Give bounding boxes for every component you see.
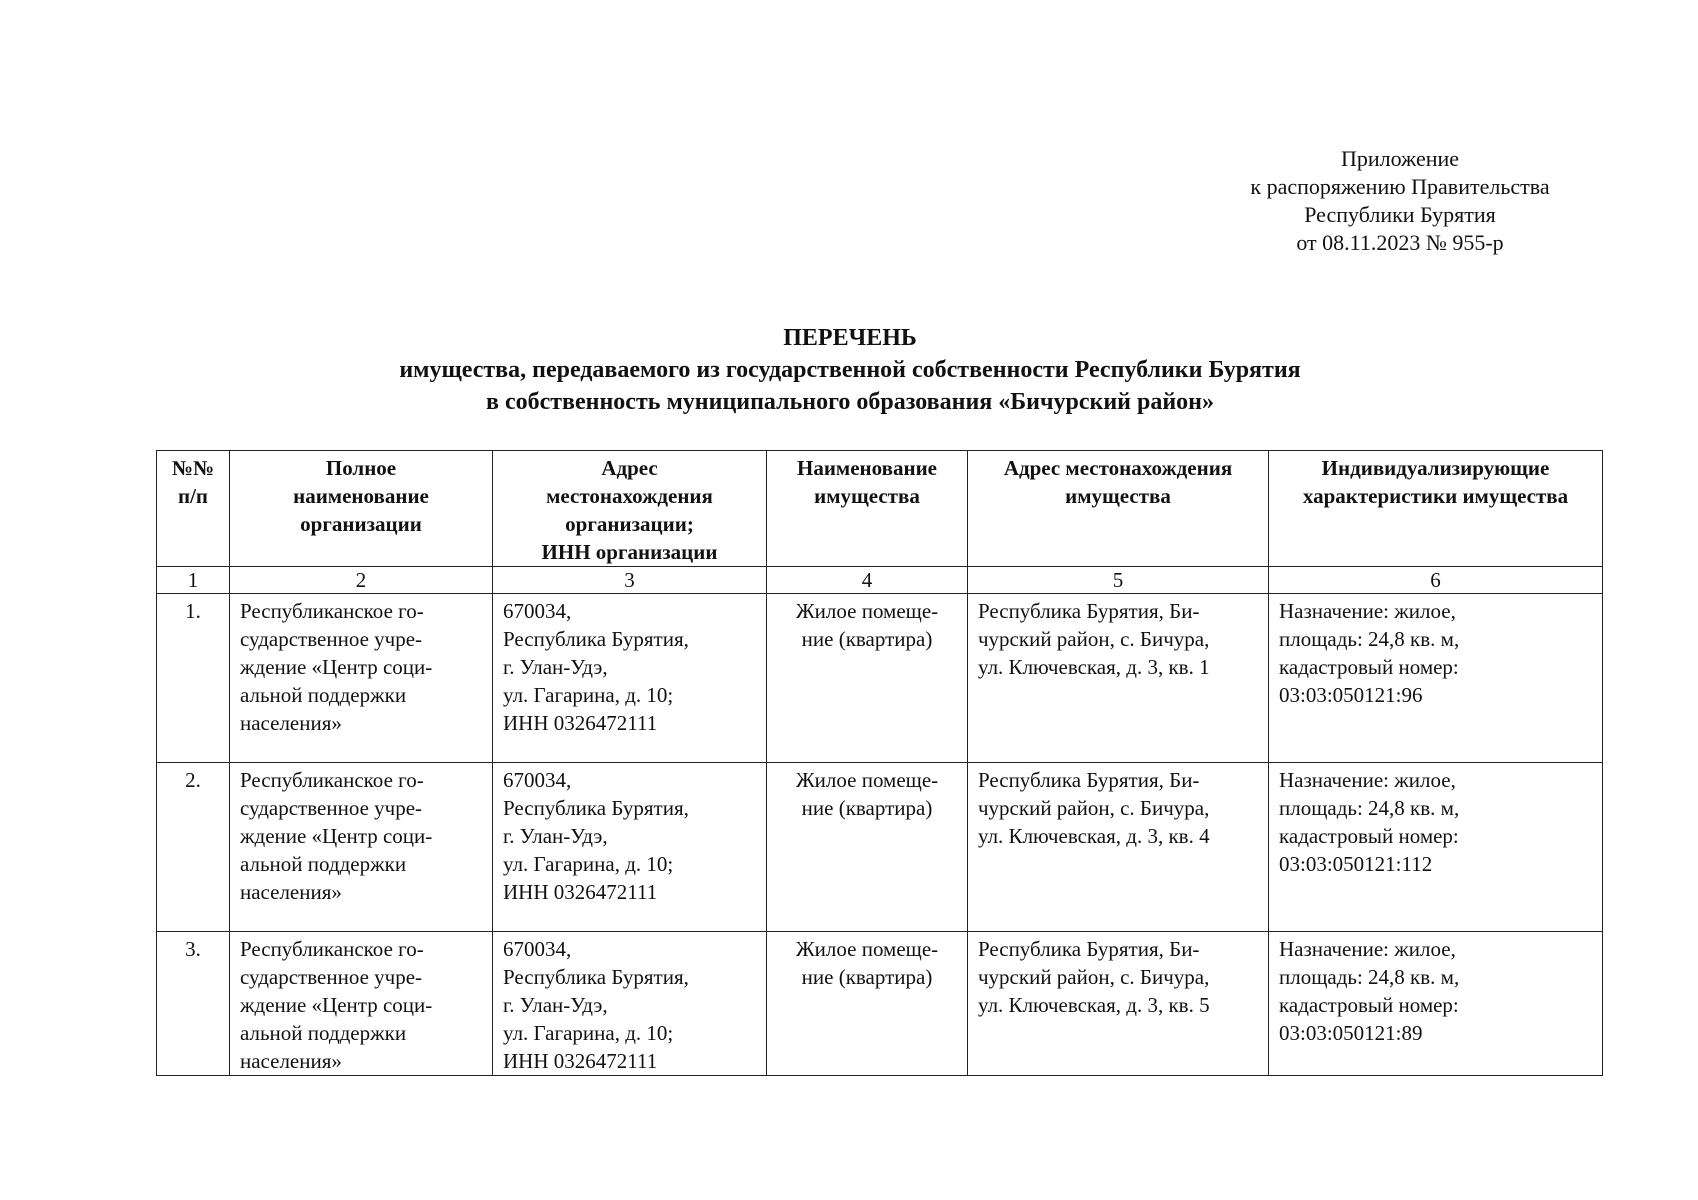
column-number: 2 [230, 567, 493, 594]
table-header-row [157, 451, 1603, 567]
organization-cell: Республиканское го- сударственное учре- ждение «Центр соци- альной поддержки населения» [230, 763, 493, 932]
property-address-cell: Республика Бурятия, Би- чурский район, с. Бичура, ул. Ключевская, д. 3, кв. 5 [968, 932, 1269, 1076]
characteristics-cell: Назначение: жилое, площадь: 24,8 кв. м, кадастровый номер: 03:03:050121:96 [1269, 594, 1603, 763]
column-number-row [157, 567, 1603, 594]
org-address-cell: 670034, Республика Бурятия, г. Улан-Удэ, ул. Гагарина, д. 10; ИНН 0326472111 [493, 763, 767, 932]
row-number: 3. [157, 932, 230, 1076]
header-cell-characteristics: Индивидуализирующие характеристики имущества [1269, 451, 1603, 567]
annex-line: Приложение [1340, 146, 1460, 171]
document-title [100, 322, 1600, 418]
annex-line: от 08.11.2023 № 955-р [1296, 230, 1504, 255]
property-cell: Жилое помеще- ние (квартира) [767, 594, 968, 763]
column-number: 5 [968, 567, 1269, 594]
table-row [157, 594, 1603, 763]
header-cell-organization: Полное наименование организации [230, 451, 493, 567]
column-number: 4 [767, 567, 968, 594]
title-line-2: в собственность муниципального образования «Бичурский район» [485, 389, 1214, 415]
column-number: 1 [157, 567, 230, 594]
header-cell-org-address: Адрес местонахождения организации; ИНН организации [493, 451, 767, 567]
organization-cell: Республиканское го- сударственное учре- ждение «Центр соци- альной поддержки населения» [230, 594, 493, 763]
table-row [157, 932, 1603, 1076]
property-address-cell: Республика Бурятия, Би- чурский район, с. Бичура, ул. Ключевская, д. 3, кв. 4 [968, 763, 1269, 932]
property-cell: Жилое помеще- ние (квартира) [767, 932, 968, 1076]
annex-block [1220, 145, 1580, 257]
property-cell: Жилое помеще- ние (квартира) [767, 763, 968, 932]
annex-line: к распоряжению Правительства [1250, 174, 1550, 199]
characteristics-cell: Назначение: жилое, площадь: 24,8 кв. м, кадастровый номер: 03:03:050121:112 [1269, 763, 1603, 932]
property-table [156, 450, 1603, 1076]
row-number: 2. [157, 763, 230, 932]
annex-line: Республики Бурятия [1304, 202, 1496, 227]
table-row [157, 763, 1603, 932]
org-address-cell: 670034, Республика Бурятия, г. Улан-Удэ, ул. Гагарина, д. 10; ИНН 0326472111 [493, 932, 767, 1076]
header-cell-number: №№ п/п [157, 451, 230, 567]
organization-cell: Республиканское го- сударственное учре- ждение «Центр соци- альной поддержки населения» [230, 932, 493, 1076]
header-cell-property: Наименование имущества [767, 451, 968, 567]
header-cell-property-address: Адрес местонахождения имущества [968, 451, 1269, 567]
column-number: 6 [1269, 567, 1603, 594]
org-address-cell: 670034, Республика Бурятия, г. Улан-Удэ, ул. Гагарина, д. 10; ИНН 0326472111 [493, 594, 767, 763]
property-address-cell: Республика Бурятия, Би- чурский район, с. Бичура, ул. Ключевская, д. 3, кв. 1 [968, 594, 1269, 763]
column-number: 3 [493, 567, 767, 594]
title-line-1: имущества, передаваемого из государственной собственности Республики Бурятия [399, 357, 1301, 383]
characteristics-cell: Назначение: жилое, площадь: 24,8 кв. м, кадастровый номер: 03:03:050121:89 [1269, 932, 1603, 1076]
title-heading: ПЕРЕЧЕНЬ [783, 325, 917, 351]
row-number: 1. [157, 594, 230, 763]
